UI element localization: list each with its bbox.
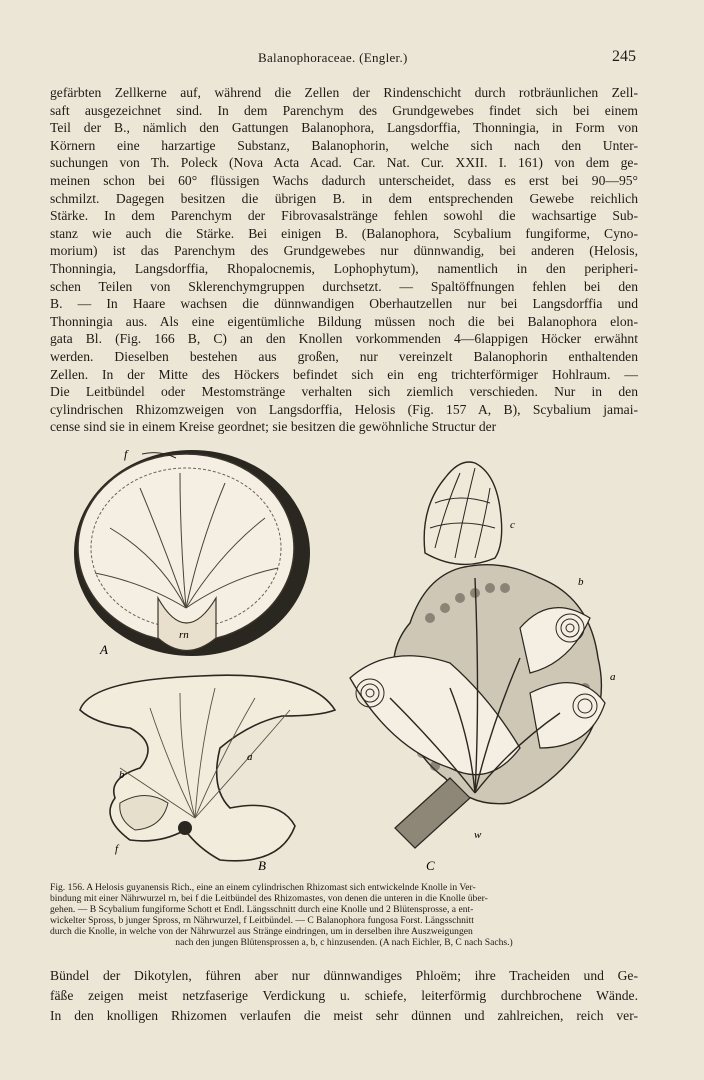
caption-line: nach den jungen Blütensprossen a, b, c hinzusenden. (A nach Eichler, B, C nach Sachs.) xyxy=(175,937,513,948)
label-c-c: c xyxy=(510,519,515,531)
text-line: Thonningia, Langsdorffia, Rhopalocnemis, Lophophytum), namentlich in den peripheri- xyxy=(50,260,638,276)
label-a-c: a xyxy=(610,671,616,683)
text-line: B. — In Haare wachsen die dünnwandigen Oberhautzellen nur bei Langsdorffia und xyxy=(50,296,638,312)
text-line: cense sind sie in einem Kreise geordnet; sie besitzen die gewöhnliche Structur der xyxy=(50,419,497,435)
running-title: Balanophoraceae. (Engler.) xyxy=(258,50,408,65)
text-line: morium) ist das Parenchym des Grundgewebes nur dünnwandig, bei anderen (Helosis, xyxy=(50,243,638,259)
text-line: In den knolligen Rhizomen verlaufen die meist sehr dünnen und zahlreichen, reich ver- xyxy=(50,1008,638,1023)
panel-label-a: A xyxy=(100,642,108,657)
caption-line: wickelter Spross, b junger Spross, rn Nährwurzel, f Leitbündel. — C Balanophora fungosa Forst. Längsschnitt xyxy=(50,915,474,926)
label-rn-a: rn xyxy=(179,629,189,641)
running-head xyxy=(0,50,704,70)
caption-line: bindung mit einer Nährwurzel rn, bei f die Leitbündel des Rhizomastes, von denen die unteren in die Knolle über- xyxy=(50,893,488,904)
label-a-b: a xyxy=(247,751,253,763)
text-line: gefärbten Zellkerne auf, während die Zellen der Rindenschicht durch rotbräunlichen Zell- xyxy=(50,85,638,100)
label-f-a: f xyxy=(124,448,128,461)
panel-label-c: C xyxy=(426,858,435,873)
panel-a-tuber-drawing xyxy=(74,450,310,656)
caption-line: durch die Knolle, in welche von der Nährwurzel aus Stränge eindringen, um in derselben ihre Auszweigungen xyxy=(50,926,473,937)
bottom-paragraph xyxy=(50,966,638,1026)
text-line: saft ausgezeichnet sind. In dem Parenchym des Grundgewebes findet sich bei einem xyxy=(50,102,638,118)
text-line: Teil der B., nämlich den Gattungen Balanophora, Langsdorffia, Thonningia, in Form von xyxy=(50,120,638,136)
label-b-c: b xyxy=(578,576,584,588)
text-line: Bündel der Dikotylen, führen aber nur dünnwandiges Phloëm; ihre Tracheiden und Ge- xyxy=(50,968,638,983)
text-line: meinen schon bei 60° flüssigen Wachs dadurch unterscheidet, dass es erst bei 90—95° xyxy=(50,172,638,188)
botanical-illustration xyxy=(50,448,650,878)
text-line: Stärke. In dem Parenchym der Fibrovasalstränge fehlen sowohl die wachsartige Sub- xyxy=(50,208,638,224)
caption-line: gehen. — B Scybalium fungiforme Schott et Endl. Längsschnitt durch eine Knolle und 2 Blütensprosse, a ent- xyxy=(50,904,474,915)
text-line: Die Leitbündel oder Mestomstränge verhalten sich ziemlich verschieden. Nur in den xyxy=(50,384,638,400)
text-line: fäße zeigen meist netzfaserige Verdickung u. schiefe, leiterförmig durchbrochene Wände. xyxy=(50,988,638,1003)
text-line: gata Bl. (Fig. 166 B, C) an den Knollen vorkommenden 4—6lappigen Höcker erwähnt xyxy=(50,331,638,347)
text-line: Körnern eine harzartige Substanz, Balanophorin, welche sich nach den Unter- xyxy=(50,137,638,153)
text-line: Zellen. In der Mitte des Höckers befindet sich ein eng trichterförmiger Hohlraum. — xyxy=(50,366,638,382)
caption-line: Fig. 156. A Helosis guyanensis Rich., eine an einem cylindrischen Rhizomast sich entwickelnde Knolle in Ver- xyxy=(50,882,476,893)
text-line: Thonningia aus. Als eine eigentümliche Bildung müssen noch die bei Balanophora elon- xyxy=(50,313,638,329)
text-line: suchungen von Th. Poleck (Nova Acta Acad. Car. Nat. Cur. XXII. I. 161) von dem ge- xyxy=(50,155,638,171)
text-line: schen Teilen von Sklerenchymgruppen durchsetzt. — Spaltöffnungen fehlen bei den xyxy=(50,278,638,294)
page-number: 245 xyxy=(612,48,636,65)
figure-caption xyxy=(50,882,638,948)
label-b-b: b xyxy=(119,769,125,781)
panel-c-balanophora-drawing xyxy=(350,462,605,848)
label-f-b: f xyxy=(115,843,119,855)
figure-156 xyxy=(50,448,650,878)
panel-label-b: B xyxy=(258,858,266,873)
text-line: cylindrischen Rhizomzweigen von Langsdorffia, Helosis (Fig. 157 A, B), Scybalium jamai- xyxy=(50,401,638,417)
body-paragraph xyxy=(50,84,638,436)
label-w-c: w xyxy=(474,829,482,841)
text-line: schmilzt. Dagegen besitzen die übrigen B. in dem entsprechenden Gewebe reichlich xyxy=(50,190,638,206)
text-line: werden. Dieselben bestehen aus großen, nur vereinzelt Balanophorin enthaltenden xyxy=(50,348,638,364)
text-line: stanz wie auch die Stärke. Bei einigen B. (Balanophora, Scybalium fungiforme, Cyno- xyxy=(50,225,638,241)
panel-b-section-drawing xyxy=(80,675,335,861)
